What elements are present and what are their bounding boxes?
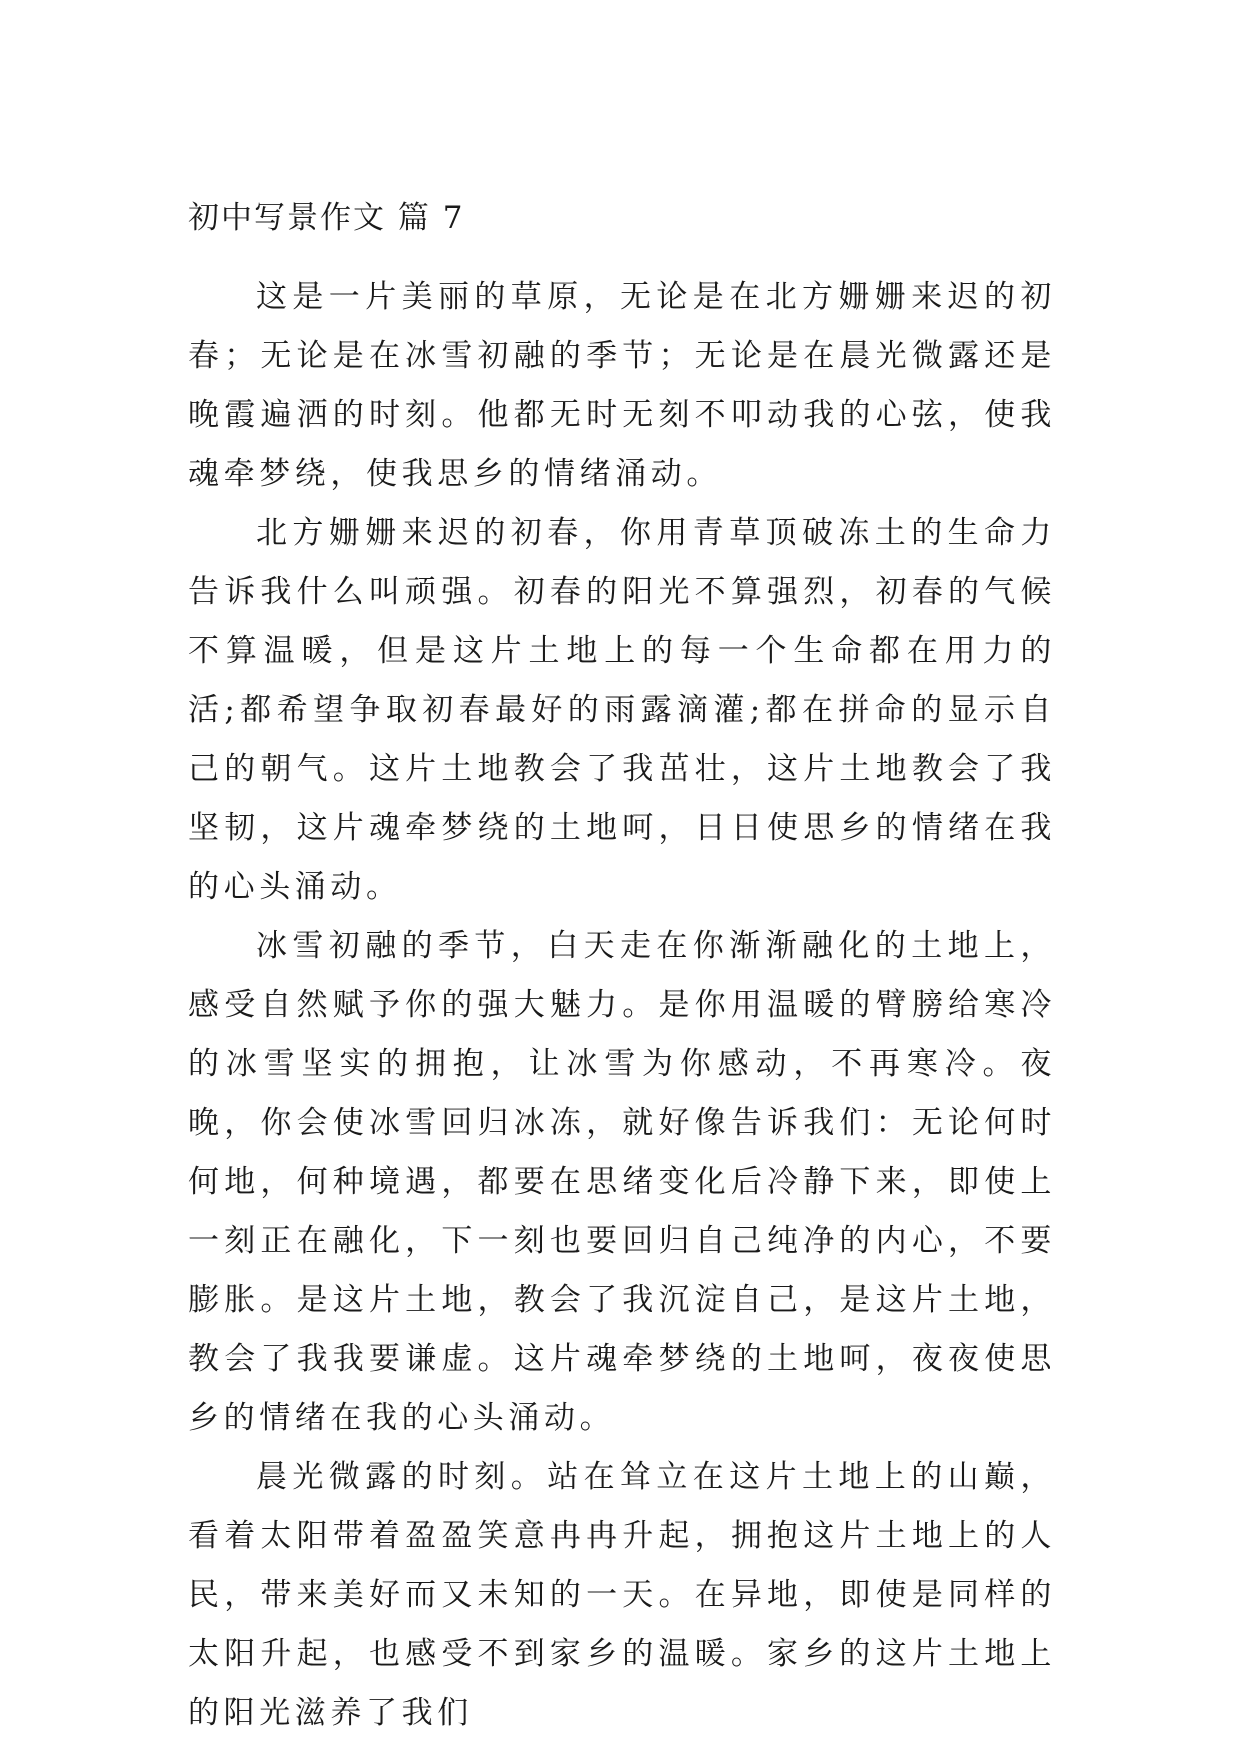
essay-title: 初中写景作文 篇 7 [188,200,465,236]
essay-body [188,268,1056,1743]
paragraph-2: 北方姗姗来迟的初春，你用青草顶破冻土的生命力告诉我什么叫顽强。初春的阳光不算强烈，初春的气候不算温暖，但是这片土地上的每一个生命都在用力的活;都希望争取初春最好的雨露滴灌;都在拼命的显示自己的朝气。这片土地教会了我茁壮，这片土地教会了我坚韧，这片魂牵梦绕的土地呵，日日使思乡的情绪在我的心头涌动。 [188,515,1056,905]
paragraph-3: 冰雪初融的季节，白天走在你渐渐融化的土地上，感受自然赋予你的强大魅力。是你用温暖的臂膀给寒冷的冰雪坚实的拥抱，让冰雪为你感动，不再寒冷。夜晚，你会使冰雪回归冰冻，就好像告诉我们：无论何时何地，何种境遇，都要在思绪变化后冷静下来，即使上一刻正在融化，下一刻也要回归自己纯净的内心，不要膨胀。是这片土地，教会了我沉淀自己，是这片土地，教会了我我要谦虚。这片魂牵梦绕的土地呵，夜夜使思乡的情绪在我的心头涌动。 [188,928,1056,1436]
paragraph-1: 这是一片美丽的草原，无论是在北方姗姗来迟的初春；无论是在冰雪初融的季节；无论是在晨光微露还是晚霞遍洒的时刻。他都无时无刻不叩动我的心弦，使我魂牵梦绕，使我思乡的情绪涌动。 [188,279,1056,492]
paragraph-4: 晨光微露的时刻。站在耸立在这片土地上的山巅，看着太阳带着盈盈笑意冉冉升起，拥抱这片土地上的人民，带来美好而又未知的一天。在异地，即使是同样的太阳升起，也感受不到家乡的温暖。家乡的这片土地上的阳光滋养了我们 [188,1459,1056,1731]
